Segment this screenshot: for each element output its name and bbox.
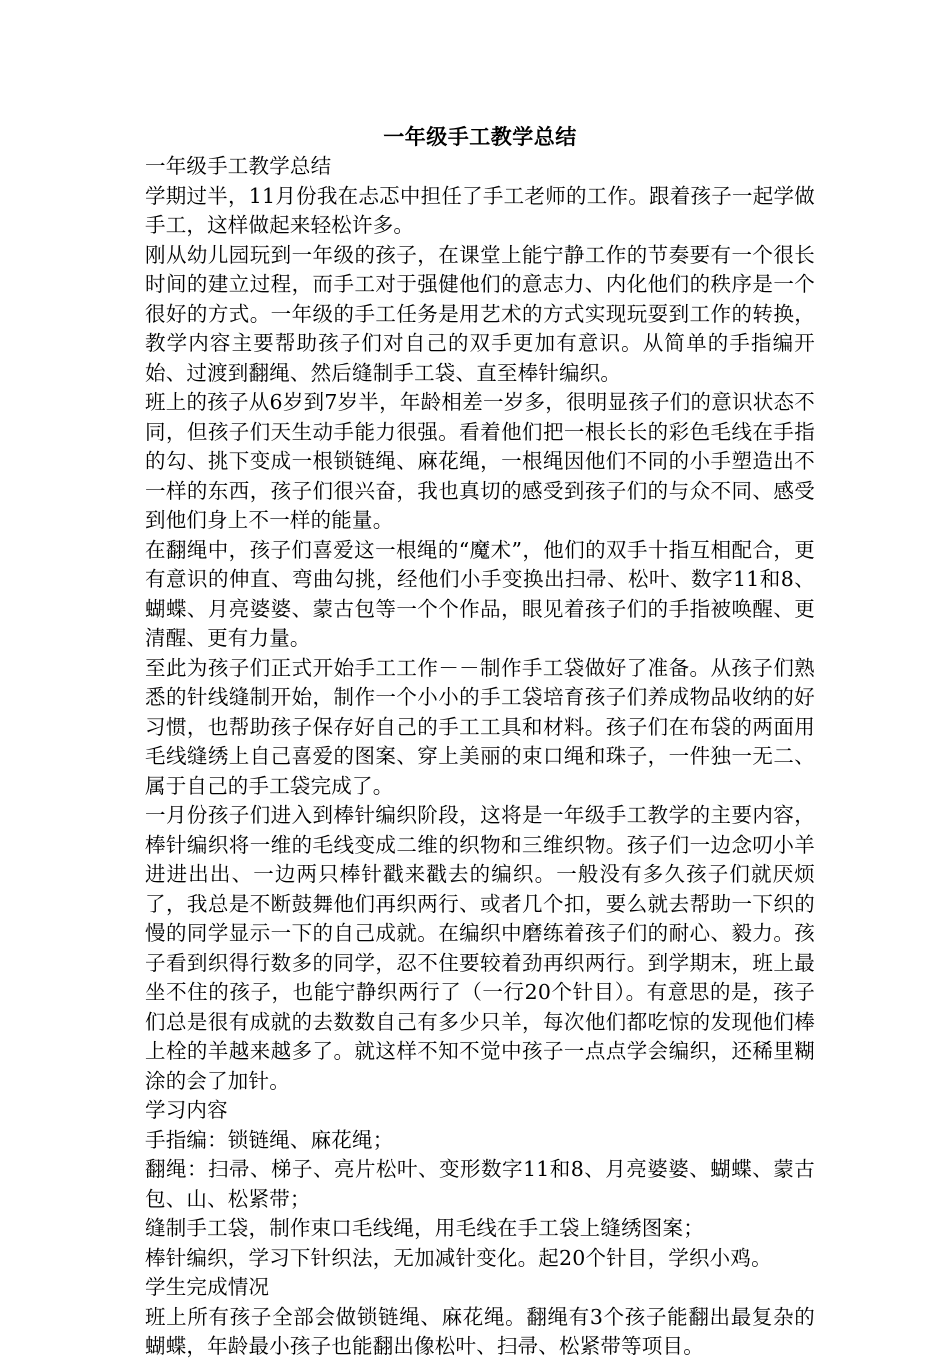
- section-heading-completion: 学生完成情况: [145, 1275, 270, 1299]
- paragraph-completion: 班上所有孩子全部会做锁链绳、麻花绳。翻绳有3个孩子能翻出最复杂的蝴蝶，年龄最小孩子也能翻出像松叶、扫帚、松紧带等项目。: [145, 1304, 815, 1358]
- document-title: 一年级手工教学总结: [383, 125, 577, 149]
- list-item-sewing: 缝制手工袋，制作束口毛线绳，用毛线在手工袋上缝绣图案；: [145, 1216, 704, 1240]
- document-page: [145, 122, 815, 1362]
- paragraph-subtitle: 一年级手工教学总结: [145, 154, 332, 178]
- paragraph-craft-bag: 至此为孩子们正式开始手工工作－－制作手工袋做好了准备。从孩子们熟悉的针线缝制开始，制作一个小小的手工袋培育孩子们养成物品收纳的好习惯，也帮助孩子保存好自己的手工工具和材料。孩子们在布袋的两面用毛线缝绣上自己喜爱的图案、穿上美丽的束口绳和珠子，一件独一无二、属于自己的手工袋完成了。: [145, 655, 815, 798]
- paragraph-transition: 刚从幼儿园玩到一年级的孩子，在课堂上能宁静工作的节奏要有一个很长时间的建立过程，而手工对于强健他们的意志力、内化他们的秩序是一个很好的方式。一年级的手工任务是用艺术的方式实现玩耍到工作的转换，教学内容主要帮助孩子们对自己的双手更加有意识。从简单的手指编开始、过渡到翻绳、然后缝制手工袋、直至棒针编织。: [145, 242, 815, 385]
- paragraph-string-figures: 在翻绳中，孩子们喜爱这一根绳的“魔术”，他们的双手十指互相配合，更有意识的伸直、弯曲勾挑，经他们小手变换出扫帚、松叶、数字11和8、蝴蝶、月亮婆婆、蒙古包等一个个作品，眼见着孩子们的手指被唤醒、更清醒、更有力量。: [145, 537, 815, 650]
- paragraph-intro: 学期过半，11月份我在忐忑中担任了手工老师的工作。跟着孩子一起学做手工，这样做起来轻松许多。: [145, 183, 815, 237]
- list-item-string-figures: 翻绳：扫帚、梯子、亮片松叶、变形数字11和8、月亮婆婆、蝴蝶、蒙古包、山、松紧带；: [145, 1157, 815, 1211]
- list-item-needle-knitting: 棒针编织，学习下针织法，无加减针变化。起20个针目，学织小鸡。: [145, 1245, 772, 1270]
- list-item-finger-knitting: 手指编：锁链绳、麻花绳；: [145, 1127, 394, 1152]
- section-heading-content: 学习内容: [145, 1098, 228, 1122]
- paragraph-class: 班上的孩子从6岁到7岁半，年龄相差一岁多，很明显孩子们的意识状态不同，但孩子们天生动手能力很强。看着他们把一根长长的彩色毛线在手指的勾、挑下变成一根锁链绳、麻花绳，一根绳因他们不同的小手塑造出不一样的东西，孩子们很兴奋，我也真切的感受到孩子们的与众不同、感受到他们身上不一样的能量。: [145, 390, 815, 532]
- paragraph-knitting: 一月份孩子们进入到棒针编织阶段，这将是一年级手工教学的主要内容，棒针编织将一维的毛线变成二维的织物和三维织物。孩子们一边念叨小羊进进出出、一边两只棒针戳来戳去的编织。一般没有多久孩子们就厌烦了，我总是不断鼓舞他们再织两行、或者几个扣，要么就去帮助一下织的慢的同学显示一下的自己成就。在编织中磨练着孩子们的耐心、毅力。孩子看到织得行数多的同学，忍不住要较着劲再织两行。到学期末，班上最坐不住的孩子，也能宁静织两行了（一行20个针目）。有意思的是，孩子们总是很有成就的去数数自己有多少只羊，每次他们都吃惊的发现他们棒上栓的羊越来越多了。就这样不知不觉中孩子一点点学会编织，还稀里糊涂的会了加针。: [145, 803, 815, 1093]
